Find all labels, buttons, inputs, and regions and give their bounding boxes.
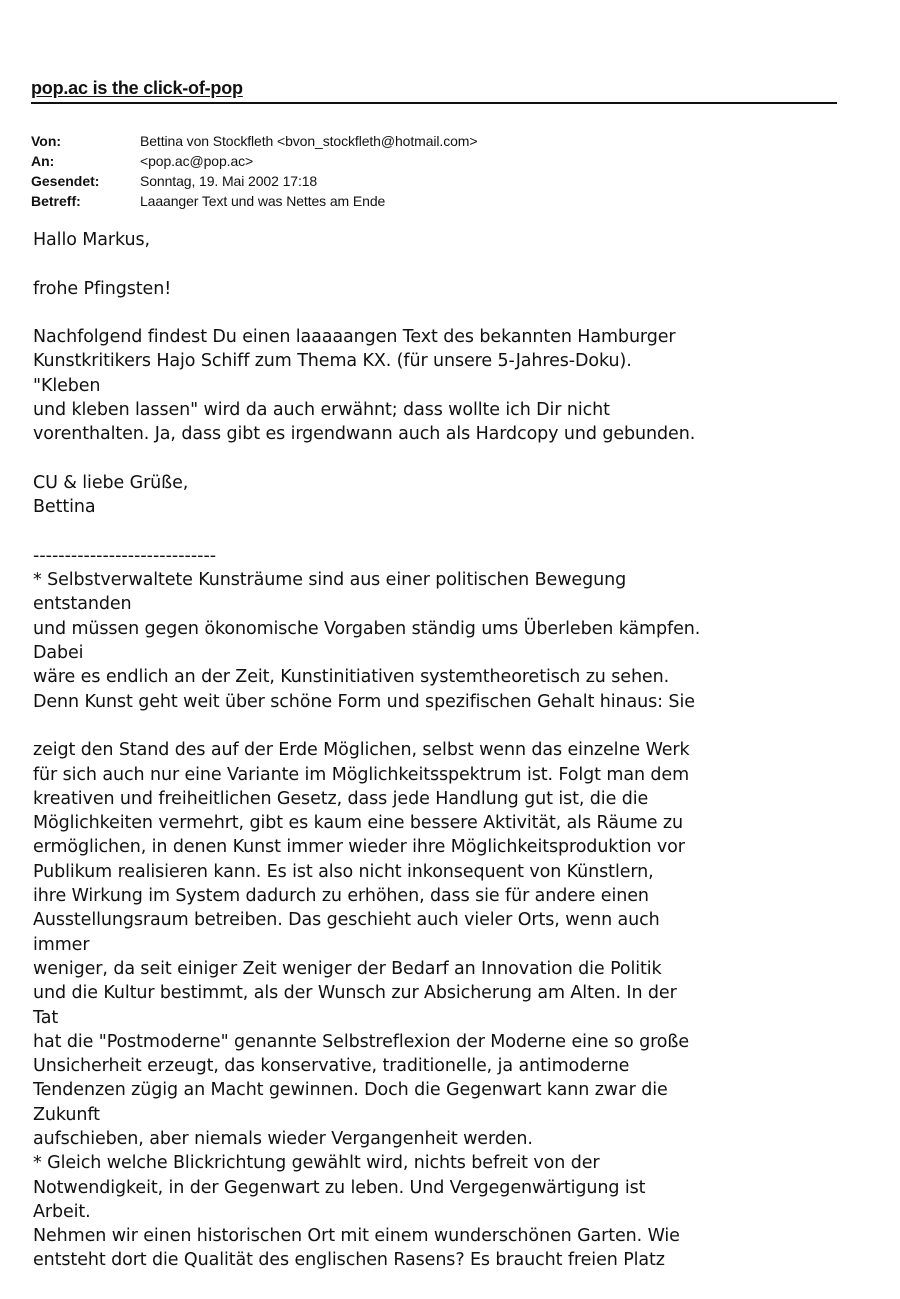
text-line: Ausstellungsraum betreiben. Das geschieht auch vieler Orts, wenn auch — [33, 910, 660, 931]
header-value-subject: Laaanger Text und was Nettes am Ende — [140, 193, 386, 209]
intro-line: Kunstkritikers Hajo Schiff zum Thema KX. (für unsere 5-Jahres-Doku). — [33, 351, 632, 372]
quoted-paragraph-1 — [33, 568, 873, 714]
greeting: Hallo Markus, — [33, 230, 150, 250]
text-line: zeigt den Stand des auf der Erde Möglichen, selbst wenn das einzelne Werk — [33, 740, 690, 761]
header-label-from: Von: — [31, 133, 62, 149]
text-line: Notwendigkeit, in der Gegenwart zu leben. Und Vergegenwärtigung ist — [33, 1177, 646, 1198]
text-line: * Gleich welche Blickrichtung gewählt wird, nichts befreit von der — [33, 1153, 600, 1174]
spacer — [33, 447, 873, 471]
text-line: und die Kultur bestimmt, als der Wunsch zur Absicherung am Alten. In der — [33, 983, 677, 1004]
quoted-paragraph-2 — [33, 738, 873, 1273]
text-line: Tat — [33, 1007, 59, 1028]
text-line: hat die "Postmoderne" genannte Selbstreflexion der Moderne eine so große — [33, 1031, 689, 1052]
text-line: für sich auch nur eine Variante im Möglichkeitsspektrum ist. Folgt man dem — [33, 764, 690, 785]
text-line: Publikum realisieren kann. Es ist also nicht inkonsequent von Künstlern, — [33, 861, 654, 882]
text-line: immer — [33, 934, 90, 955]
email-header — [31, 131, 477, 211]
spacer — [33, 520, 873, 544]
text-line: weniger, da seit einiger Zeit weniger der Bedarf an Innovation die Politik — [33, 958, 662, 979]
text-line: Nehmen wir einen historischen Ort mit einem wunderschönen Garten. Wie — [33, 1226, 680, 1247]
text-line: und müssen gegen ökonomische Vorgaben ständig ums Überleben kämpfen. — [33, 618, 701, 639]
title-underline-rule — [31, 102, 837, 104]
text-line: Zukunft — [33, 1104, 100, 1125]
text-line: entsteht dort die Qualität des englischen Rasens? Es braucht freien Platz — [33, 1250, 665, 1271]
pfingsten-line: frohe Pfingsten! — [33, 278, 172, 299]
intro-paragraph — [33, 325, 873, 446]
intro-line: vorenthalten. Ja, dass gibt es irgendwann auch als Hardcopy und gebunden. — [33, 424, 696, 445]
text-line: Denn Kunst geht weit über schöne Form und spezifischen Gehalt hinaus: Sie — [33, 691, 695, 712]
header-row-sent — [31, 171, 477, 191]
header-row-to — [31, 151, 477, 171]
separator-line: ----------------------------- — [33, 545, 217, 566]
text-line: wäre es endlich an der Zeit, Kunstinitiativen systemtheoretisch zu sehen. — [33, 667, 670, 688]
header-value-sent: Sonntag, 19. Mai 2002 17:18 — [140, 173, 318, 189]
email-subject-title: pop.ac is the click-of-pop — [31, 78, 243, 98]
header-label-to: An: — [31, 153, 55, 169]
header-label-subject: Betreff: — [31, 193, 81, 209]
email-body — [33, 228, 873, 1273]
text-line: ermöglichen, in denen Kunst immer wieder ihre Möglichkeitsproduktion vor — [33, 837, 685, 858]
text-line: Arbeit. — [33, 1201, 91, 1222]
intro-line: Nachfolgend findest Du einen laaaaangen Text des bekannten Hamburger — [33, 327, 676, 348]
header-value-to: <pop.ac@pop.ac> — [140, 153, 254, 169]
text-line: kreativen und freiheitlichen Gesetz, dass jede Handlung gut ist, die die — [33, 788, 649, 809]
header-label-sent: Gesendet: — [31, 173, 100, 189]
header-value-from: Bettina von Stockfleth <bvon_stockfleth@hotmail.com> — [140, 133, 478, 149]
closing-line: CU & liebe Grüße, — [33, 472, 189, 493]
intro-line: "Kleben — [33, 375, 101, 396]
text-line: aufschieben, aber niemals wieder Vergangenheit werden. — [33, 1128, 533, 1149]
text-line: ihre Wirkung im System dadurch zu erhöhen, dass sie für andere einen — [33, 886, 649, 907]
text-line: entstanden — [33, 594, 132, 615]
text-line: Möglichkeiten vermehrt, gibt es kaum eine bessere Aktivität, als Räume zu — [33, 813, 683, 834]
header-row-from — [31, 131, 477, 151]
text-line: * Selbstverwaltete Kunsträume sind aus einer politischen Bewegung — [33, 570, 627, 591]
text-line: Unsicherheit erzeugt, das konservative, traditionelle, ja antimoderne — [33, 1056, 630, 1077]
text-line: Dabei — [33, 643, 84, 664]
signature: Bettina — [33, 497, 96, 518]
header-row-subject — [31, 191, 477, 211]
text-line: Tendenzen zügig an Macht gewinnen. Doch die Gegenwart kann zwar die — [33, 1080, 668, 1101]
spacer — [33, 714, 873, 738]
spacer — [33, 301, 873, 325]
intro-line: und kleben lassen" wird da auch erwähnt; dass wollte ich Dir nicht — [33, 400, 610, 421]
spacer — [33, 252, 873, 276]
